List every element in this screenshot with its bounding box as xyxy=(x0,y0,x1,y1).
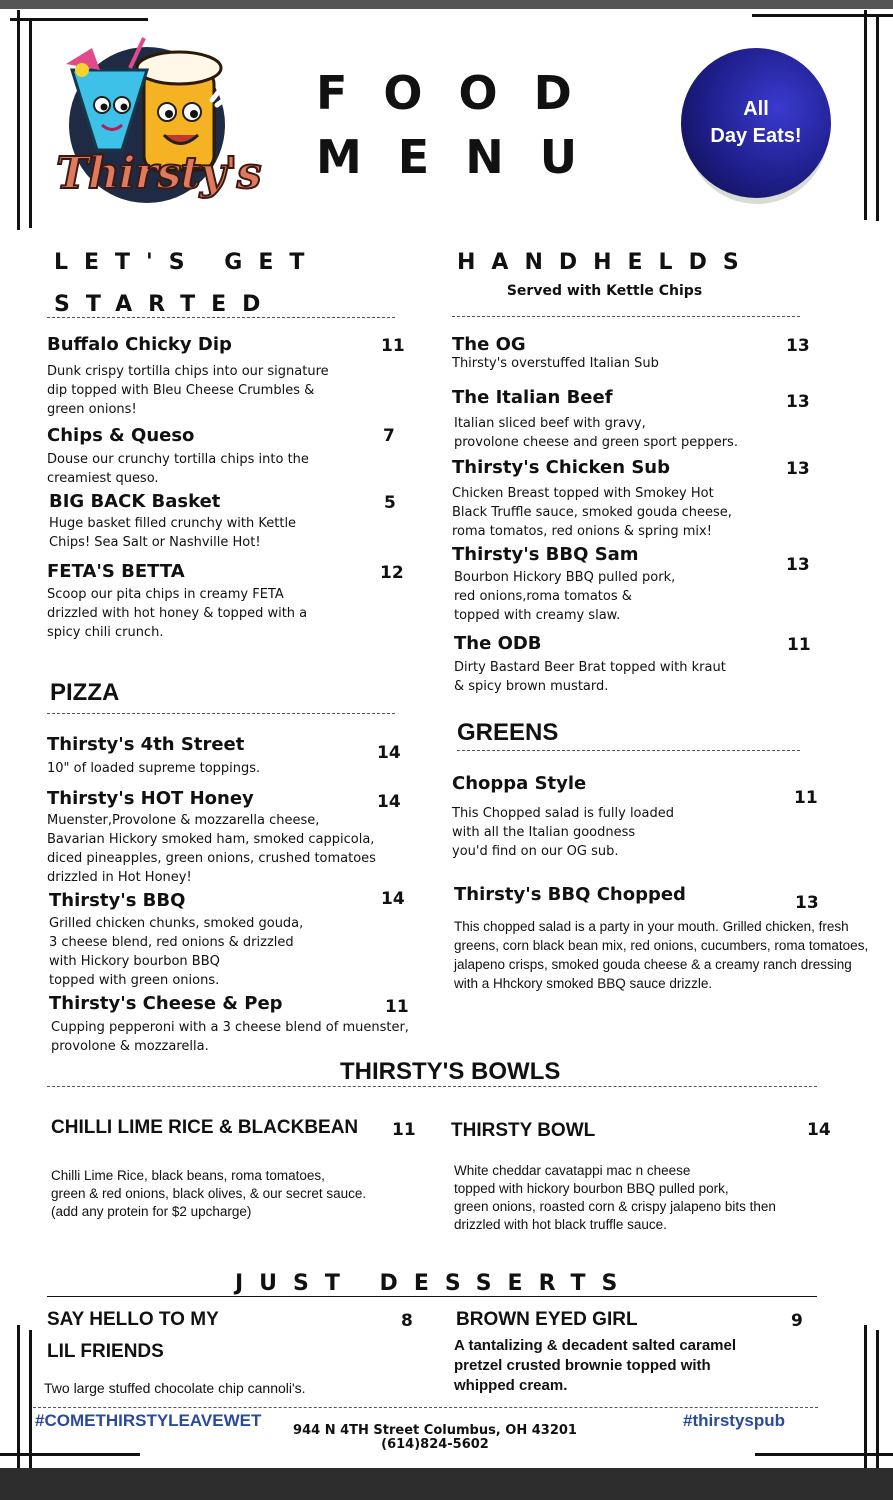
starter-item-price: 11 xyxy=(381,336,405,356)
corner-line xyxy=(876,16,879,221)
divider xyxy=(47,1296,817,1297)
handheld-item-name: The OG xyxy=(452,334,526,355)
starter-item-desc: Douse our crunchy tortilla chips into the creamiest queso. xyxy=(47,452,309,486)
pizza-item-desc: Cupping pepperoni with a 3 cheese blend of muenster, provolone & mozzarella. xyxy=(51,1020,409,1054)
dessert-item-desc: A tantalizing & decadent salted caramel pretzel crusted brownie topped with whipped cream. xyxy=(454,1337,737,1394)
corner-line xyxy=(755,1453,893,1456)
pizza-item-name: Thirsty's BBQ xyxy=(49,890,186,911)
greens-item-name: Thirsty's BBQ Chopped xyxy=(454,884,686,905)
starter-item-name: FETA'S BETTA xyxy=(47,561,185,582)
pizza-heading: PIZZA xyxy=(50,679,120,706)
bowl-item-price: 11 xyxy=(392,1120,416,1140)
starter-item-name: Chips & Queso xyxy=(47,425,195,446)
starters-heading-line-2: STARTED xyxy=(54,292,277,317)
handheld-item-price: 13 xyxy=(786,336,810,356)
handheld-item-desc: Italian sliced beef with gravy, provolone cheese and green sport peppers. xyxy=(454,416,738,450)
divider xyxy=(47,713,395,714)
divider xyxy=(47,1086,817,1087)
starter-item-desc: Huge basket filled crunchy with Kettle Chips! Sea Salt or Nashville Hot! xyxy=(49,516,297,550)
divider xyxy=(452,316,800,317)
corner-line xyxy=(752,14,893,17)
pizza-item-desc: Muenster,Provolone & mozzarella cheese, Bavarian Hickory smoked ham, smoked cappicola, diced pineapples, green onions, crushed tomatoes drizzled in Hot Honey! xyxy=(47,813,376,885)
title-line-1: FOOD xyxy=(316,66,608,120)
starter-item-price: 7 xyxy=(383,426,395,446)
logo-text: Thirsty's xyxy=(56,148,261,199)
greens-item-desc: This chopped salad is a party in your mouth. Grilled chicken, fresh greens, corn black bean mix, red onions, cucumbers, roma tomatoes, jalapeno crisps, smoked gouda cheese & a creamy ranch dressing with a Hhckory smoked BBQ sauce drizzle. xyxy=(454,919,869,991)
bottom-bar xyxy=(0,1468,893,1500)
badge-line-1: All xyxy=(743,98,769,120)
greens-item-desc: This Chopped salad is fully loaded with all the Italian goodness you'd find on our OG sub. xyxy=(452,806,674,859)
logo xyxy=(52,30,261,230)
bowl-item-desc: Chilli Lime Rice, black beans, roma tomatoes, green & red onions, black olives, & our secret sauce. (add any protein for $2 upcharge) xyxy=(51,1168,367,1219)
divider xyxy=(33,1407,818,1408)
divider xyxy=(457,750,800,751)
starters-heading-line-1: LET'S GET xyxy=(54,250,321,275)
bowl-item-name: CHILLI LIME RICE & BLACKBEAN xyxy=(51,1117,359,1138)
corner-line xyxy=(17,1325,20,1468)
title-line-2: MENU xyxy=(316,130,614,184)
dessert-item-name: SAY HELLO TO MY xyxy=(47,1309,219,1330)
bowl-item-price: 14 xyxy=(807,1120,831,1140)
dessert-item-desc: Two large stuffed chocolate chip cannoli's. xyxy=(44,1380,306,1396)
starter-item-name: BIG BACK Basket xyxy=(49,491,221,512)
hashtag-right: #thirstyspub xyxy=(683,1411,786,1430)
address-text: 944 N 4TH Street Columbus, OH 43201 xyxy=(293,1423,577,1438)
bowl-item-name: THIRSTY BOWL xyxy=(451,1120,596,1141)
corner-line xyxy=(10,18,148,21)
handheld-item-price: 13 xyxy=(786,555,810,575)
phone-text: (614)824-5602 xyxy=(381,1437,489,1452)
corner-line xyxy=(29,1330,32,1468)
badge-line-2: Day Eats! xyxy=(710,125,802,147)
greens-item-name: Choppa Style xyxy=(452,773,587,794)
pizza-item-desc: 10" of loaded supreme toppings. xyxy=(47,761,261,776)
handheld-item-name: The ODB xyxy=(454,633,542,654)
corner-line xyxy=(864,10,867,220)
all-day-badge xyxy=(681,48,831,198)
bowls-heading: THIRSTY'S BOWLS xyxy=(340,1058,561,1085)
handheld-item-desc: Chicken Breast topped with Smokey Hot Black Truffle sauce, smoked gouda cheese, roma tomatos, red onions & spring mix! xyxy=(452,486,732,539)
handheld-item-name: Thirsty's Chicken Sub xyxy=(452,457,670,478)
dessert-item-name: BROWN EYED GIRL xyxy=(456,1309,638,1330)
pizza-item-name: Thirsty's 4th Street xyxy=(47,734,245,755)
pizza-item-price: 11 xyxy=(385,997,409,1017)
greens-heading: GREENS xyxy=(457,719,559,746)
dessert-item-price: 9 xyxy=(791,1311,803,1331)
handheld-item-desc: Bourbon Hickory BBQ pulled pork, red onions,roma tomatos & topped with creamy slaw. xyxy=(454,570,676,623)
handheld-item-price: 11 xyxy=(787,635,811,655)
starter-item-price: 12 xyxy=(380,563,404,583)
corner-line xyxy=(864,1325,867,1468)
handheld-item-name: Thirsty's BBQ Sam xyxy=(452,544,639,565)
pizza-item-desc: Grilled chicken chunks, smoked gouda, 3 cheese blend, red onions & drizzled with Hickory bourbon BBQ topped with green onions. xyxy=(49,916,304,988)
pizza-item-price: 14 xyxy=(377,792,401,812)
dessert-item-price: 8 xyxy=(401,1311,413,1331)
handhelds-subheading: Served with Kettle Chips xyxy=(506,283,703,299)
handhelds-heading: HANDHELDS xyxy=(457,250,755,275)
starter-item-desc: Scoop our pita chips in creamy FETA drizzled with hot honey & topped with a spicy chili crunch. xyxy=(47,587,308,640)
handheld-item-price: 13 xyxy=(786,392,810,412)
starter-item-price: 5 xyxy=(384,493,396,513)
pizza-item-price: 14 xyxy=(377,743,401,763)
pizza-item-name: Thirsty's HOT Honey xyxy=(47,788,254,809)
corner-line xyxy=(29,18,32,228)
handheld-item-desc: Dirty Bastard Beer Brat topped with kraut & spicy brown mustard. xyxy=(454,660,726,694)
handheld-item-name: The Italian Beef xyxy=(452,387,613,408)
starter-item-desc: Dunk crispy tortilla chips into our signature dip topped with Bleu Cheese Crumbles & green onions! xyxy=(47,364,329,417)
greens-item-price: 13 xyxy=(795,893,819,913)
corner-line xyxy=(876,1330,879,1468)
pizza-item-price: 14 xyxy=(381,889,405,909)
logo-mascots-icon xyxy=(52,30,242,230)
desserts-heading: JUST DESSERTS xyxy=(235,1271,634,1296)
top-bar xyxy=(0,0,893,9)
divider xyxy=(47,317,395,318)
starter-item-name: Buffalo Chicky Dip xyxy=(47,334,232,355)
bowl-item-desc: White cheddar cavatappi mac n cheese topped with hickory bourbon BBQ pulled pork, green onions, roasted corn & crispy jalapeno bits then drizzled with hot black truffle sauce. xyxy=(454,1163,776,1232)
greens-item-price: 11 xyxy=(794,788,818,808)
hashtag-left: #COMETHIRSTYLEAVEWET xyxy=(35,1411,262,1430)
corner-line xyxy=(17,10,20,230)
pizza-item-name: Thirsty's Cheese & Pep xyxy=(49,993,283,1014)
footer-address xyxy=(270,1424,600,1452)
dessert-item-name: LIL FRIENDS xyxy=(47,1341,164,1362)
handheld-item-price: 13 xyxy=(786,459,810,479)
handheld-item-desc: Thirsty's overstuffed Italian Sub xyxy=(452,356,659,371)
corner-line xyxy=(0,1453,140,1456)
